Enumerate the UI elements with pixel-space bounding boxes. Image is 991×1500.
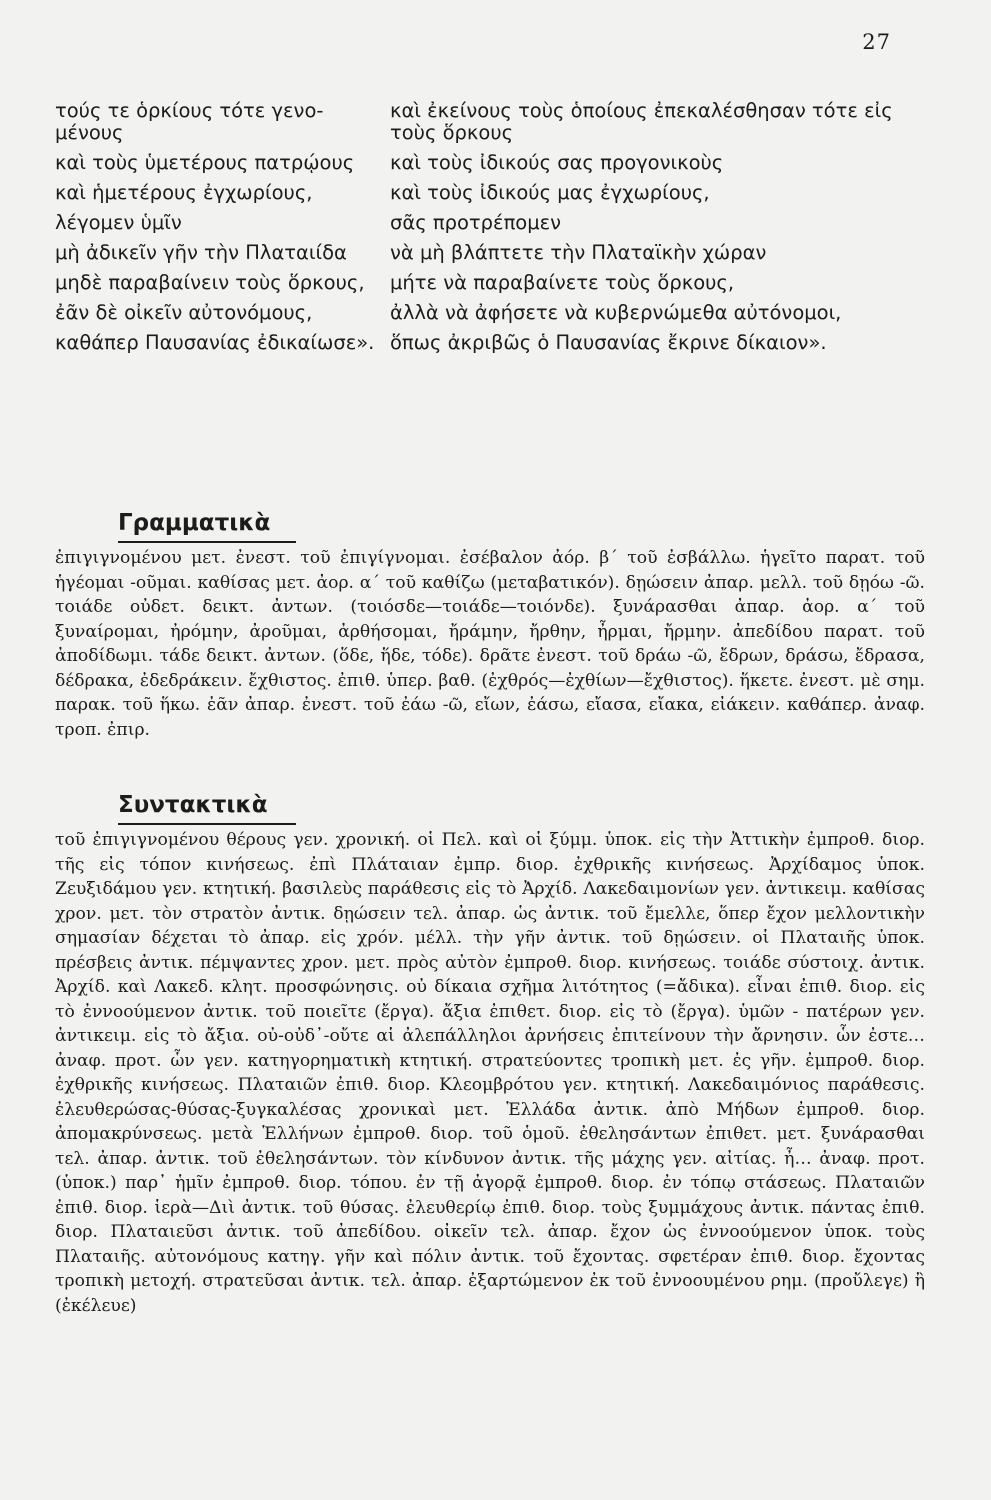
- ancient-greek-text: καὶ ἡμετέρους ἐγχωρίους,: [55, 181, 313, 204]
- translation-row: [55, 302, 915, 324]
- ancient-greek-text: καὶ τοὺς ὑμετέρους πατρῴους: [55, 151, 355, 174]
- translation-row: [55, 100, 915, 144]
- translation-row: [55, 242, 915, 264]
- modern-greek-text: καὶ τοὺς ἰδικούς σας προγονικοὺς: [390, 151, 724, 174]
- ancient-greek-text: ἐᾶν δὲ οἰκεῖν αὐτονόμους,: [55, 301, 313, 324]
- ancient-greek-text: λέγομεν ὑμῖν: [55, 211, 182, 234]
- translation-row: [55, 212, 915, 234]
- grammar-heading-rule: [118, 541, 296, 543]
- translation-row: [55, 272, 915, 294]
- modern-greek-text: ἀλλὰ νὰ ἀφήσετε νὰ κυβερνώμεθα αὐτόνομοι,: [390, 301, 842, 324]
- syntax-heading-rule: [118, 823, 296, 825]
- translation-row: [55, 332, 915, 354]
- syntax-heading: Συντακτικὰ: [118, 792, 268, 818]
- modern-greek-text: καὶ ἐκείνους τοὺς ὁποίους ἐπεκαλέσθησαν τότε εἰς τοὺς ὅρκους: [390, 99, 893, 144]
- modern-greek-text: καὶ τοὺς ἰδικούς μας ἐγχωρίους,: [390, 181, 710, 204]
- page-number: 27: [862, 30, 891, 54]
- syntax-paragraph: [55, 828, 925, 1318]
- ancient-greek-text: μηδὲ παραβαίνειν τοὺς ὅρκους,: [55, 271, 365, 294]
- grammar-heading: Γραμματικὰ: [118, 510, 271, 536]
- syntax-text: τοῦ ἐπιγιγνομένου θέρους γεν. χρονική. οἱ Πελ. καὶ οἱ ξύμμ. ὑποκ. εἰς τὴν Ἀττικὴν ἐμπροθ. διορ. τῆς εἰς τόπον κινήσεως. ἐπὶ Πλάταιαν ἐμπρ. διορ. ἐχθρικῆς κινήσεως. Ἀρχίδαμος ὑποκ. Ζευξιδάμου γεν. κτητική. βασιλεὺς παράθεσις εἰς τὸ Ἀρχίδ. Λακεδαιμονίων γεν. ἀντικειμ. καθίσας χρον. μετ. τὸν στρατὸν ἀντικ. δῃώσειν τελ. ἀπαρ. ὡς ἀντικ. τοῦ ἔμελλε, ὅπερ ἔχον μελλοντικὴν σημασίαν δέχεται τὸ ἀπαρ. εἰς χρόν. μέλλ. τὴν γῆν ἀντικ. τοῦ δῃώσειν. οἱ Πλαταιῆς ὑποκ. πρέσβεις ἀντικ. πέμψαντες χρον. μετ. πρὸς αὐτὸν ἐμπροθ. διορ. κινήσεως. τοιάδε σύστοιχ. ἀντικ. Ἀρχίδ. καὶ Λακεδ. κλητ. προσφώνησις. οὐ δίκαια σχῆμα λιτότητος (=ἄδικα). εἶναι ἐπιθ. διορ. εἰς τὸ ἐννοούμενον ἀντικ. τοῦ ποιεῖτε (ἔργα). ἄξια ἐπιθετ. διορ. εἰς τὸ (ἔργα). ὑμῶν - πατέρων γεν. ἀντικειμ. εἰς τὸ ἄξια. οὐ-οὐδ᾽-οὔτε αἱ ἀλεπάλληλοι ἀρνήσεις ἐπιτείνουν τὴν ἄρνησιν. ὧν ἐστε… ἀναφ. προτ. ὧν γεν. κατηγορηματικὴ κτητική. στρατεύοντες τροπικὴ μετ. ἐς γῆν. ἐμπροθ. διορ. ἐχθρικῆς κινήσεως. Πλαταιῶν ἐπιθ. διορ. Κλεομβρότου γεν. κτητική. Λακεδαιμόνιος παράθεσις. ἐλευθερώσας-θύσας-ξυγκαλέσας χρονικαὶ μετ. Ἑλλάδα ἀντικ. ἀπὸ Μήδων ἐμπροθ. διορ. ἀπομακρύνσεως. μετὰ Ἑλλήνων ἐμπροθ. διορ. τοῦ ὁμοῦ. ἐθελησάντων ἐπιθετ. μετ. ξυνάρασθαι τελ. ἀπαρ. ἀντικ. τοῦ ἐθελησάντων. τὸν κίνδυνον ἀντικ. τῆς μάχης γεν. αἰτίας. ἦ… ἀναφ. προτ. (ὑποκ.) παρ᾽ ἡμῖν ἐμπροθ. διορ. τόπου. ἐν τῇ ἀγορᾷ ἐμπροθ. διορ. ἐν τόπῳ στάσεως. Πλαταιῶν ἐπιθ. διορ. ἱερὰ—Διὶ ἀντικ. τοῦ θύσας. ἐλευθερίῳ ἐπιθ. διορ. τοὺς ξυμμάχους ἀντικ. πάντας ἐπιθ. διορ. Πλαταιεῦσι ἀντικ. τοῦ ἀπεδίδου. οἰκεῖν τελ. ἀπαρ. ἔχον ὡς ἐννοούμενον ὑποκ. τοὺς Πλαταιῆς. αὐτονόμους κατηγ. γῆν καὶ πόλιν ἀντικ. τοῦ ἔχοντας. σφετέραν ἐπιθ. διορ. ἔχοντας τροπικὴ μετοχή. στρατεῦσαι ἀντικ. τελ. ἀπαρ. ἐξαρτώμενον ἐκ τοῦ ἐννοουμένου ρημ. (προὔλεγε) ἢ (ἐκέλευε): [55, 830, 925, 1316]
- ancient-greek-text: καθάπερ Παυσανίας ἐδικαίωσε».: [55, 331, 375, 354]
- modern-greek-text: ὅπως ἀκριβῶς ὁ Παυσανίας ἔκρινε δίκαιον».: [390, 331, 827, 354]
- ancient-greek-text: τούς τε ὁρκίους τότε γενομένους: [55, 99, 324, 144]
- translation-row: [55, 182, 915, 204]
- grammar-text: ἐπιγιγνομένου μετ. ἐνεστ. τοῦ ἐπιγίγνομαι. ἐσέβαλον ἀόρ. β΄ τοῦ ἐσβάλλω. ἡγεῖτο παρατ. τοῦ ἡγέομαι -οῦμαι. καθίσας μετ. ἀορ. α΄ τοῦ καθίζω (μεταβατικόν). δῃώσειν ἀπαρ. μελλ. τοῦ δῃόω -ῶ. τοιάδε οὐδετ. δεικτ. ἀντων. (τοιόσδε—τοιάδε—τοιόνδε). ξυνάρασθαι ἀπαρ. ἀορ. α΄ τοῦ ξυναίρομαι, ἠρόμην, ἀροῦμαι, ἀρθήσομαι, ἤράμην, ἤρθην, ἦρμαι, ἤρμην. ἀπεδίδου παρατ. τοῦ ἀποδίδωμι. τάδε δεικτ. ἀντων. (ὅδε, ἥδε, τόδε). δρᾶτε ἐνεστ. τοῦ δράω -ῶ, ἔδρων, δράσω, ἔδρασα, δέδρακα, ἐδεδράκειν. ἔχθιστος. ἐπιθ. ὑπερ. βαθ. (ἐχθρός—ἐχθίων—ἔχθιστος). ἥκετε. ἐνεστ. μὲ σημ. παρακ. τοῦ ἥκω. ἐᾶν ἀπαρ. ἐνεστ. τοῦ ἐάω -ῶ, εἴων, ἐάσω, εἴασα, εἴακα, εἰάκειν. καθάπερ. ἀναφ. τροπ. ἐπιρ.: [55, 548, 925, 740]
- modern-greek-text: μήτε νὰ παραβαίνετε τοὺς ὅρκους,: [390, 271, 735, 294]
- grammar-paragraph: [55, 546, 925, 742]
- translation-row: [55, 152, 915, 174]
- modern-greek-text: σᾶς προτρέπομεν: [390, 211, 562, 234]
- translation-table: [55, 100, 915, 362]
- ancient-greek-text: μὴ ἀδικεῖν γῆν τὴν Πλαταιίδα: [55, 241, 347, 264]
- modern-greek-text: νὰ μὴ βλάπτετε τὴν Πλαταϊκὴν χώραν: [390, 241, 767, 264]
